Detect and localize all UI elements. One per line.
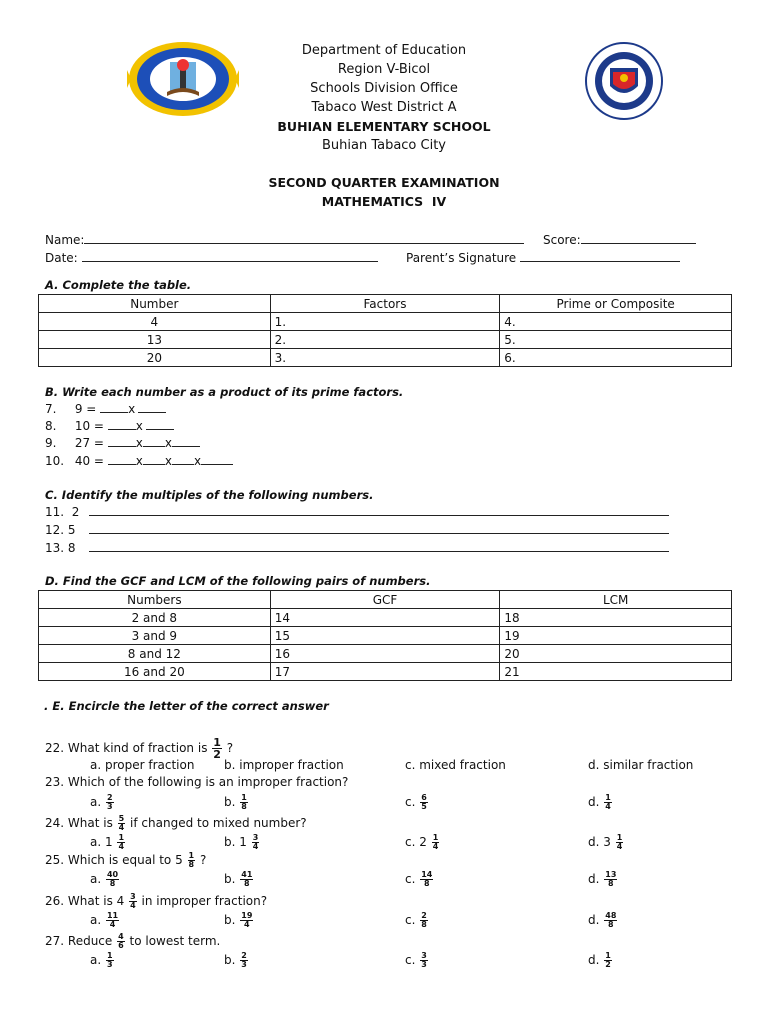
fraction-numerator: 1 xyxy=(188,851,195,860)
fraction-numerator: 19 xyxy=(241,911,253,920)
column-header: GCF xyxy=(270,591,500,609)
answer-option[interactable] xyxy=(405,952,429,969)
table-cell[interactable]: 2. xyxy=(270,331,500,349)
item-number: 8. xyxy=(45,419,57,433)
item-expression: 10 = xyxy=(74,419,104,433)
answer-line[interactable] xyxy=(89,540,669,552)
fraction-numerator: 1 xyxy=(213,736,221,749)
school-name: BUHIAN ELEMENTARY SCHOOL xyxy=(277,119,491,134)
answer-option[interactable] xyxy=(588,758,693,772)
gcf-lcm-table xyxy=(38,590,732,681)
answer-option[interactable] xyxy=(588,834,624,851)
option-label: c. 2 xyxy=(405,835,431,849)
option-label: a. xyxy=(90,872,105,886)
table-cell[interactable]: 1. xyxy=(270,313,500,331)
fraction xyxy=(420,952,428,969)
date-blank[interactable] xyxy=(82,250,378,262)
option-label: b. improper fraction xyxy=(224,758,344,772)
answer-blank[interactable] xyxy=(138,401,166,413)
fraction-denominator: 2 xyxy=(605,960,611,969)
table-row xyxy=(39,609,732,627)
option-label: d. similar fraction xyxy=(588,758,694,772)
item-number: 10. xyxy=(45,454,65,468)
fraction xyxy=(188,852,196,869)
answer-option[interactable] xyxy=(224,952,249,969)
option-label: b. xyxy=(224,913,240,927)
question-stem xyxy=(45,737,233,760)
prime-factor-item xyxy=(45,401,166,416)
fraction xyxy=(117,834,125,851)
fraction xyxy=(252,834,260,851)
fraction-numerator: 1 xyxy=(432,833,439,842)
fraction-numerator: 14 xyxy=(421,870,433,879)
fraction-numerator: 2 xyxy=(106,793,113,802)
fraction-numerator: 3 xyxy=(252,833,259,842)
fraction-numerator: 1 xyxy=(118,833,125,842)
column-header: LCM xyxy=(500,591,732,609)
item-expression: 40 = xyxy=(74,454,104,468)
fraction-numerator: 40 xyxy=(106,870,119,879)
fraction-denominator: 8 xyxy=(424,879,430,888)
fraction-numerator: 1 xyxy=(605,951,611,960)
deped-seal-logo xyxy=(583,42,665,120)
parent-signature-blank[interactable] xyxy=(520,250,680,262)
option-label: b. xyxy=(224,795,240,809)
option-label: a. 1 xyxy=(90,835,117,849)
option-label: a. xyxy=(90,953,105,967)
section-a-title: A. Complete the table. xyxy=(45,278,192,292)
answer-option[interactable] xyxy=(405,794,429,811)
table-header-row xyxy=(39,295,732,313)
name-field-row xyxy=(45,232,524,247)
question-stem xyxy=(45,775,348,789)
answer-option[interactable] xyxy=(90,758,194,772)
prime-factor-item xyxy=(45,435,200,450)
fraction xyxy=(604,912,617,929)
section-e-title: . E. Encircle the letter of the correct answer xyxy=(44,699,329,713)
multiples-item xyxy=(45,504,669,519)
fraction xyxy=(420,912,428,929)
fraction-numerator: 6 xyxy=(421,793,427,802)
section-b-title: B. Write each number as a product of its prime factors. xyxy=(45,385,404,399)
header-line-3: Schools Division Office xyxy=(310,81,458,96)
fraction-denominator: 4 xyxy=(252,842,259,851)
fraction-denominator: 4 xyxy=(118,823,125,832)
answer-option[interactable] xyxy=(224,794,249,811)
fraction-numerator: 48 xyxy=(605,911,617,920)
fraction-denominator: 8 xyxy=(241,802,247,811)
fraction xyxy=(106,912,119,929)
prime-factor-item xyxy=(45,418,174,433)
item-label: 12. 5 xyxy=(45,523,76,537)
fraction xyxy=(106,794,114,811)
fraction-numerator: 5 xyxy=(118,814,125,823)
fraction-denominator: 5 xyxy=(421,802,427,811)
times-sign: x xyxy=(194,454,202,468)
table-cell[interactable]: 20 xyxy=(500,645,732,663)
option-label: b. xyxy=(224,872,240,886)
fraction-denominator: 8 xyxy=(109,879,116,888)
question-text: ? xyxy=(222,741,234,755)
fraction xyxy=(118,815,126,832)
question-text: in improper fraction? xyxy=(137,894,268,908)
question-text: if changed to mixed number? xyxy=(126,816,307,830)
fraction xyxy=(117,933,125,950)
score-blank[interactable] xyxy=(581,232,696,244)
answer-option[interactable] xyxy=(224,834,260,851)
fraction xyxy=(129,893,137,910)
fraction-numerator: 41 xyxy=(241,870,253,879)
table-cell[interactable]: 3. xyxy=(270,349,500,367)
header-line-1: Department of Education xyxy=(301,43,467,58)
answer-option[interactable] xyxy=(224,871,254,888)
answer-line[interactable] xyxy=(89,504,669,516)
table-cell[interactable]: 6. xyxy=(500,349,732,367)
column-header: Numbers xyxy=(39,591,271,609)
answer-option[interactable] xyxy=(405,834,440,851)
section-d-title: D. Find the GCF and LCM of the following pairs of numbers. xyxy=(45,574,431,588)
answer-option[interactable] xyxy=(405,912,429,929)
prime-factor-item xyxy=(45,453,233,468)
table-cell[interactable]: 18 xyxy=(500,609,732,627)
option-label: d. xyxy=(588,795,604,809)
option-label: c. xyxy=(405,872,420,886)
option-label: b. 1 xyxy=(224,835,251,849)
exam-subject: MATHEMATICS IV xyxy=(321,194,447,209)
item-expression: 27 = xyxy=(74,436,104,450)
table-cell[interactable]: 5. xyxy=(500,331,732,349)
option-label: a. proper fraction xyxy=(90,758,195,772)
question-stem xyxy=(45,815,307,832)
fraction-denominator: 8 xyxy=(188,860,195,869)
fraction xyxy=(106,952,114,969)
option-label: d. xyxy=(588,872,604,886)
table-cell: 13 xyxy=(39,331,271,349)
multiples-item xyxy=(45,522,669,537)
fraction-numerator: 3 xyxy=(130,892,136,901)
option-label: c. xyxy=(405,795,420,809)
answer-option[interactable] xyxy=(90,952,115,969)
answer-blank[interactable] xyxy=(100,401,128,413)
table-cell[interactable]: 4. xyxy=(500,313,732,331)
fraction-denominator: 4 xyxy=(130,901,136,910)
fraction-numerator: 1 xyxy=(616,833,623,842)
table-cell[interactable]: 21 xyxy=(500,663,732,681)
table-cell: 16 and 20 xyxy=(39,663,271,681)
option-label: c. mixed fraction xyxy=(405,758,506,772)
table-row xyxy=(39,313,732,331)
answer-option[interactable] xyxy=(588,794,613,811)
fraction xyxy=(616,834,624,851)
fraction xyxy=(604,871,617,888)
times-sign: x xyxy=(135,454,143,468)
answer-blank[interactable] xyxy=(143,453,165,465)
date-field-row xyxy=(45,250,378,265)
fraction-denominator: 4 xyxy=(109,920,116,929)
fraction-denominator: 6 xyxy=(118,941,124,950)
fraction xyxy=(432,834,440,851)
date-label: Date: xyxy=(45,251,78,265)
answer-option[interactable] xyxy=(224,912,254,929)
parent-signature-label: Parent’s Signature xyxy=(406,251,517,265)
section-c-title: C. Identify the multiples of the following numbers. xyxy=(45,488,374,502)
answer-blank[interactable] xyxy=(201,453,233,465)
column-header: Number xyxy=(39,295,271,313)
fraction-numerator: 11 xyxy=(106,911,119,920)
table-cell[interactable]: 15 xyxy=(270,627,500,645)
answer-option[interactable] xyxy=(588,871,618,888)
school-location: Buhian Tabaco City xyxy=(321,138,447,153)
item-number: 7. xyxy=(45,402,57,416)
question-text: 25. Which is equal to 5 xyxy=(45,853,187,867)
option-label: d. xyxy=(588,953,604,967)
question-stem xyxy=(45,852,206,869)
fraction-numerator: 3 xyxy=(421,951,427,960)
table-cell: 3 and 9 xyxy=(39,627,271,645)
answer-blank[interactable] xyxy=(108,435,136,447)
option-label: c. xyxy=(405,913,420,927)
answer-option[interactable] xyxy=(405,871,434,888)
fraction xyxy=(106,871,119,888)
table-cell[interactable]: 17 xyxy=(270,663,500,681)
answer-blank[interactable] xyxy=(143,435,165,447)
score-label: Score: xyxy=(543,233,581,247)
column-header: Prime or Composite xyxy=(500,295,732,313)
answer-blank[interactable] xyxy=(108,453,136,465)
table-cell: 2 and 8 xyxy=(39,609,271,627)
times-sign: x xyxy=(135,436,143,450)
question-text: 24. What is xyxy=(45,816,117,830)
answer-option[interactable] xyxy=(405,758,506,772)
fraction xyxy=(604,952,612,969)
answer-blank[interactable] xyxy=(172,453,194,465)
option-label: a. xyxy=(90,795,105,809)
fraction-denominator: 8 xyxy=(608,920,614,929)
answer-blank[interactable] xyxy=(172,435,200,447)
question-text: 27. Reduce xyxy=(45,934,117,948)
fraction-denominator: 3 xyxy=(106,960,113,969)
table-row xyxy=(39,349,732,367)
fraction-numerator: 1 xyxy=(106,951,113,960)
answer-blank[interactable] xyxy=(146,418,174,430)
question-text: ? xyxy=(196,853,207,867)
table-row xyxy=(39,663,732,681)
fraction-denominator: 4 xyxy=(432,842,439,851)
item-number: 9. xyxy=(45,436,57,450)
fraction xyxy=(240,912,253,929)
option-label: d. xyxy=(588,913,604,927)
answer-option[interactable] xyxy=(90,834,126,851)
answer-option[interactable] xyxy=(588,912,618,929)
factors-table xyxy=(38,294,732,367)
fraction-numerator: 2 xyxy=(241,951,247,960)
option-label: c. xyxy=(405,953,420,967)
fraction-denominator: 8 xyxy=(244,879,250,888)
fraction xyxy=(420,794,428,811)
answer-blank[interactable] xyxy=(108,418,136,430)
answer-option[interactable] xyxy=(90,871,120,888)
fraction-denominator: 3 xyxy=(106,802,113,811)
table-cell[interactable]: 19 xyxy=(500,627,732,645)
fraction-denominator: 4 xyxy=(244,920,250,929)
item-label: 13. 8 xyxy=(45,541,76,555)
fraction-denominator: 8 xyxy=(421,920,427,929)
fraction-denominator: 4 xyxy=(118,842,125,851)
exam-title: SECOND QUARTER EXAMINATION xyxy=(268,175,500,190)
question-text: to lowest term. xyxy=(125,934,221,948)
fraction xyxy=(240,794,248,811)
fraction xyxy=(212,737,222,760)
name-blank[interactable] xyxy=(84,232,524,244)
item-expression: 9 = xyxy=(74,402,97,416)
fraction-numerator: 2 xyxy=(421,911,427,920)
fraction-numerator: 1 xyxy=(241,793,247,802)
table-header-row xyxy=(39,591,732,609)
fraction-numerator: 4 xyxy=(118,932,124,941)
name-label: Name: xyxy=(45,233,85,247)
fraction xyxy=(420,871,433,888)
times-sign: x xyxy=(128,402,136,416)
fraction xyxy=(240,871,253,888)
fraction xyxy=(604,794,612,811)
header-line-2: Region V-Bicol xyxy=(337,62,431,77)
question-text: 23. Which of the following is an improper fraction? xyxy=(45,775,349,789)
table-cell: 4 xyxy=(39,313,271,331)
table-row xyxy=(39,645,732,663)
table-cell[interactable]: 14 xyxy=(270,609,500,627)
question-stem xyxy=(45,933,220,950)
column-header: Factors xyxy=(270,295,500,313)
fraction-denominator: 3 xyxy=(421,960,427,969)
answer-option[interactable] xyxy=(90,794,115,811)
answer-option[interactable] xyxy=(90,912,120,929)
item-label: 11. 2 xyxy=(45,505,80,519)
option-label: a. xyxy=(90,913,105,927)
table-cell: 20 xyxy=(39,349,271,367)
question-text: 26. What is 4 xyxy=(45,894,129,908)
answer-line[interactable] xyxy=(89,522,669,534)
answer-option[interactable] xyxy=(224,758,344,772)
option-label: b. xyxy=(224,953,240,967)
fraction-numerator: 13 xyxy=(605,870,617,879)
option-label: d. 3 xyxy=(588,835,615,849)
table-cell: 8 and 12 xyxy=(39,645,271,663)
fraction-denominator: 4 xyxy=(605,802,611,811)
table-row xyxy=(39,331,732,349)
question-stem xyxy=(45,893,267,910)
times-sign: x xyxy=(164,436,173,450)
fraction-denominator: 4 xyxy=(616,842,623,851)
parent-signature-row xyxy=(406,250,680,265)
fraction xyxy=(240,952,248,969)
times-sign: x xyxy=(135,419,143,433)
fraction-denominator: 8 xyxy=(608,879,614,888)
multiples-item xyxy=(45,540,669,555)
table-row xyxy=(39,627,732,645)
fraction-numerator: 1 xyxy=(605,793,611,802)
header-line-4: Tabaco West District A xyxy=(311,100,457,115)
table-cell[interactable]: 16 xyxy=(270,645,500,663)
score-field-row xyxy=(543,232,696,247)
question-text: 22. What kind of fraction is xyxy=(45,741,212,755)
times-sign: x xyxy=(164,454,173,468)
fraction-denominator: 3 xyxy=(241,960,247,969)
fraction-denominator: 2 xyxy=(213,748,221,761)
answer-option[interactable] xyxy=(588,952,613,969)
